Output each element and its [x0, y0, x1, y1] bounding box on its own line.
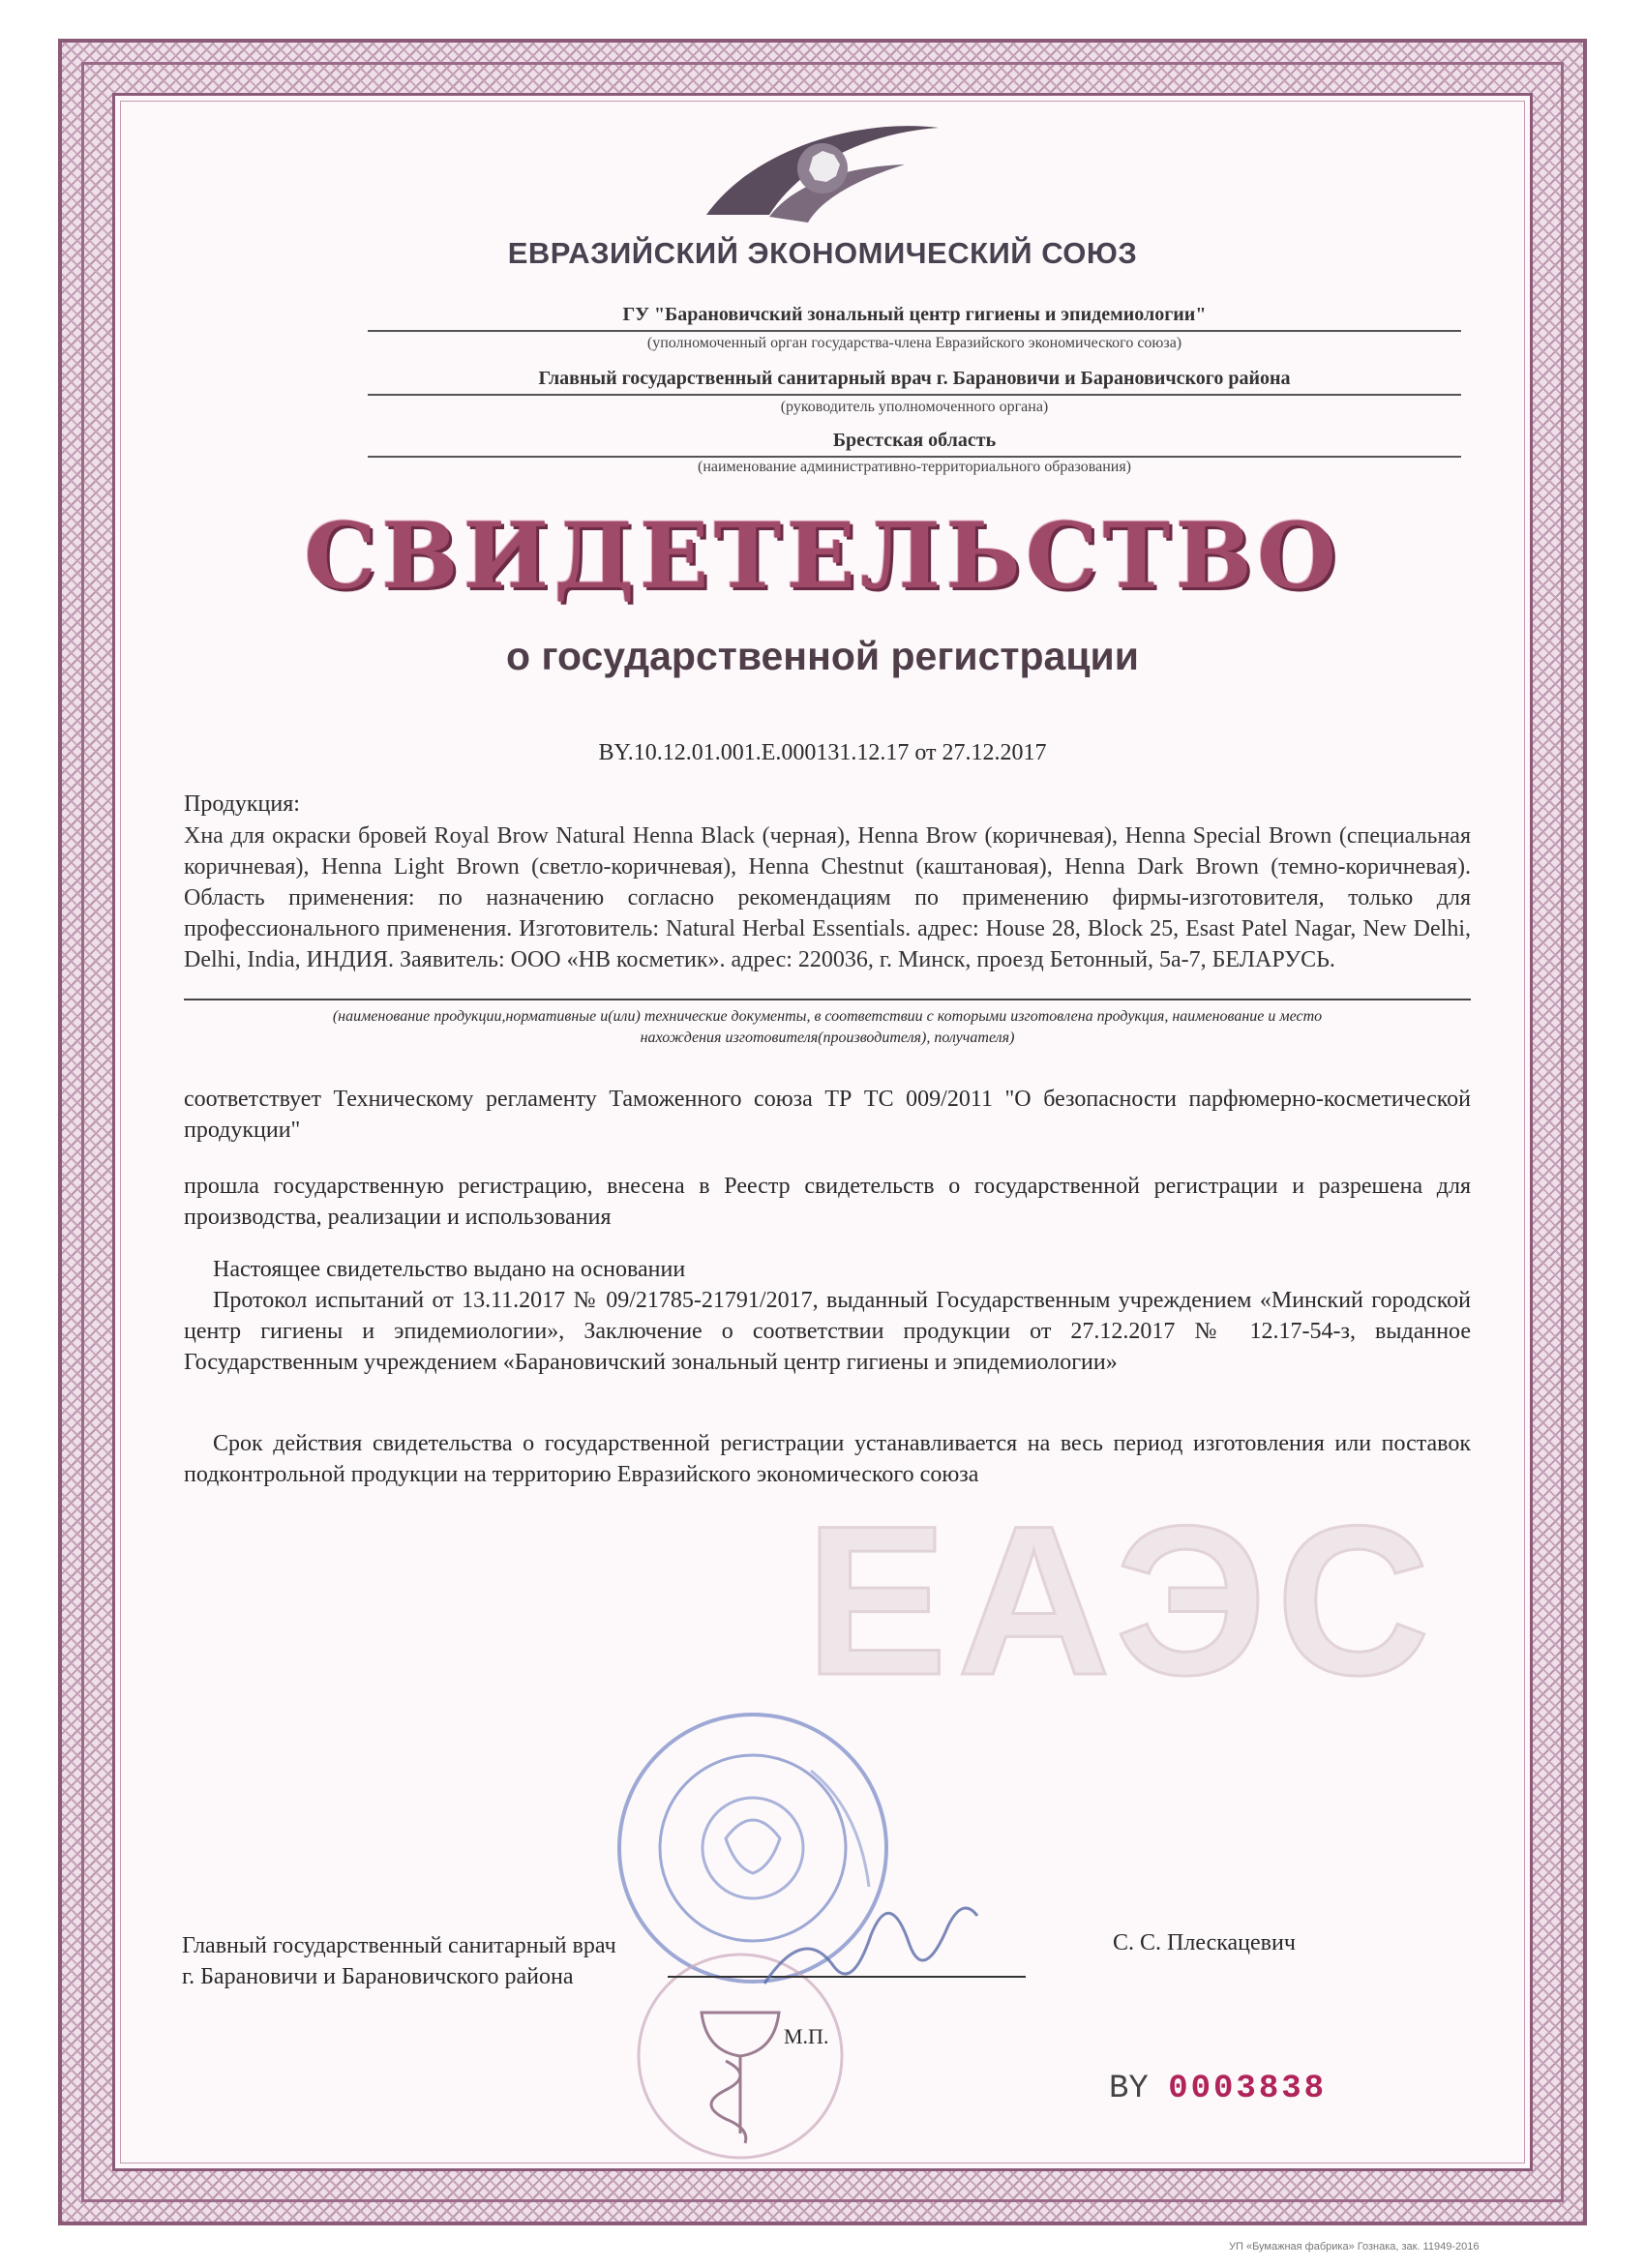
serial-digits: 0003838: [1168, 2071, 1328, 2107]
signatory-position-line2: г. Барановичи и Барановичского района: [182, 1964, 574, 1989]
region-note: (наименование административно-территориального образования): [697, 459, 1132, 475]
union-name: ЕВРАЗИЙСКИЙ ЭКОНОМИЧЕСКИЙ СОЮЗ: [507, 236, 1138, 270]
product-note-line2: нахождения изготовителя(производителя), получателя): [640, 1030, 1015, 1046]
seal-place-label: М.П.: [784, 2024, 829, 2048]
validity-text: Срок действия свидетельства о государственной регистрации устанавливается на весь период изготовления или поставок подконтрольной продукции на территорию Евразийского экономического союза: [184, 1431, 1471, 1487]
certificate-title: СВИДЕТЕЛЬСТВО: [304, 503, 1341, 610]
product-label: Продукция:: [184, 791, 300, 817]
basis-intro: Настоящее свидетельство выдано на основании: [213, 1257, 686, 1282]
printer-note: УП «Бумажная фабрика» Гознака, зак. 11949-2016: [1229, 2241, 1480, 2253]
authority-note: (уполномоченный орган государства-члена Евразийского экономического союза): [646, 335, 1182, 351]
serial-number: [1109, 2071, 1327, 2107]
registration-number: BY.10.12.01.001.E.000131.12.17 от 27.12.2017: [598, 740, 1047, 765]
product-underline: [184, 999, 1471, 1000]
serial-prefix: BY: [1109, 2071, 1149, 2107]
product-description: Хна для окраски бровей Royal Brow Natural Henna Black (черная), Henna Brow (коричневая), Henna Special Brown (специальная коричневая), Henna Light Brown (светло-коричневая), Henna Chestnut (каштановая), Henna Dark Brown (темно-коричневая). Область применения: по назначению согласно рекомендациям по применению фирмы-изготовителя, только для профессионального применения. Изготовитель: Natural Herbal Essentials. адрес: House 28, Block 25, Esast Patel Nagar, New Delhi, Delhi, India, ИНДИЯ. Заявитель: ООО «НВ косметик». адрес: 220036, г. Минск, проезд Бетонный, 5а-7, БЕЛАРУСЬ.: [184, 823, 1471, 972]
certificate-subtitle: о государственной регистрации: [506, 634, 1139, 678]
compliance-text: соответствует Техническому регламенту Таможенного союза ТР ТС 009/2011 "О безопасности парфюмерно-косметической продукции": [184, 1087, 1471, 1143]
authority-name: ГУ "Барановичский зональный центр гигиены и эпидемиологии": [368, 304, 1461, 332]
eaes-watermark: [805, 1480, 1440, 1719]
signatory-name: С. С. Плескацевич: [1113, 1930, 1296, 1955]
registered-text: прошла государственную регистрацию, внесена в Реестр свидетельств о государственной регистрации и разрешена для производства, реализации и использования: [184, 1174, 1471, 1230]
handwritten-signature: [755, 1877, 1006, 2022]
watermark-text: ЕАЭС: [805, 1481, 1440, 1719]
region-name: Брестская область: [368, 430, 1461, 458]
head-note: (руководитель уполномоченного органа): [780, 399, 1049, 415]
product-note-line1: (наименование продукции,нормативные и(или) технические документы, в соответствии с которыми изготовлена продукция, наименование и место: [332, 1008, 1323, 1025]
basis-text: Протокол испытаний от 13.11.2017 № 09/21785-21791/2017, выданный Государственным учреждением «Минский городской центр гигиены и эпидемиологии», Заключение о соответствии продукции от 27.12.2017 № 12.17-54-з, выданное Государственным учреждением «Барановичский зональный центр гигиены и эпидемиологии»: [184, 1288, 1471, 1375]
product-note: [213, 1006, 1442, 1049]
signatory-position-line1: Главный государственный санитарный врач: [182, 1933, 616, 1958]
signatory-position: [182, 1930, 616, 1992]
eaeu-logo-icon: [677, 108, 968, 232]
head-title: Главный государственный санитарный врач г. Барановичи и Барановичского района: [368, 368, 1461, 396]
